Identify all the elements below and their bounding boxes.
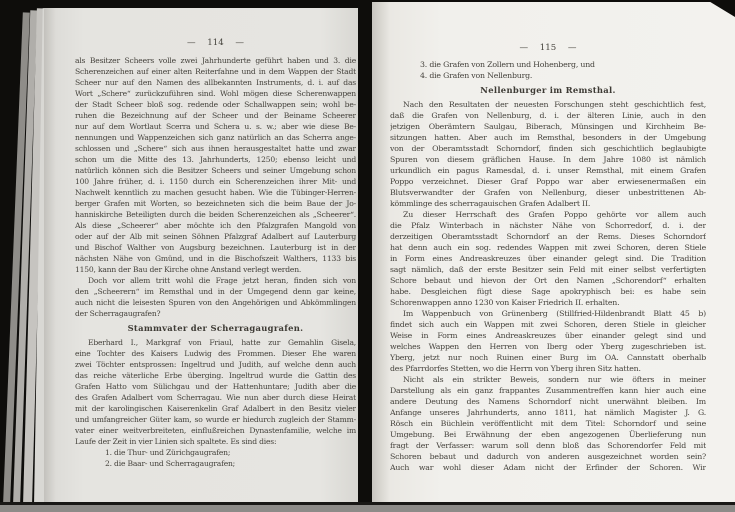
section-heading: Stammvater der Scherragaugrafen. bbox=[127, 323, 304, 333]
text-line: Anfange unseres Jahrhunderts, anno 1811, hat nämlich Magister J. G. bbox=[390, 408, 706, 417]
page-number-header-114: — 114 — bbox=[186, 38, 245, 48]
text-line: die Pfalz Winterbach in nächster Nähe von Schorredorf, d. i. der bbox=[390, 221, 706, 230]
text-line: Wort „Schere“ zurückzuführen sind. Wohl mögen diese Scherenwappen bbox=[75, 89, 356, 98]
page-114 bbox=[44, 8, 358, 505]
text-line: schon um die Mitte des 13. Jahrhunderts, 1250; ebenso leicht und bbox=[75, 155, 356, 164]
text-line: das reiche väterliche Erbe überging. Ingeltrud wurde die Gattin des bbox=[75, 371, 356, 380]
text-line: derzeitigen Oberamtsstadt Schorndorf an der Rems. Dieses Schorndorf bbox=[390, 232, 706, 241]
text-line: und Bischof Walther von Augsburg bezeichnen. Lauterburg ist in der bbox=[75, 243, 356, 252]
text-line: Umgebung. Bei Erwähnung der eben angezogenen Überlieferung nun bbox=[390, 430, 706, 439]
text-line: 1150, kann der Bau der Kirche ohne Anstand verlegt werden. bbox=[75, 265, 302, 274]
text-line: findet sich auch ein Wappen mit zwei Schoren, deren Stiele in gleicher bbox=[390, 320, 706, 329]
text-line: 1. die Thur- und Zürichgaugrafen; bbox=[105, 448, 231, 457]
text-line: der Stadt Scheer bloß sog. redende oder Schallwappen sein; wohl be- bbox=[75, 100, 356, 109]
text-line: Schore bebaut und hievon der Ort den Namen „Schorendorf“ erhalten bbox=[390, 276, 706, 285]
text-line: Nicht als ein strikter Beweis, sondern nur wie öfters in meiner bbox=[403, 375, 706, 384]
page-115 bbox=[372, 2, 735, 505]
text-line: Im Wappenbuch von Grünenberg (Stillfried-Hildenbrandt Blatt 45 b) bbox=[403, 309, 706, 318]
text-line: als Besitzer Scheers volle zwei Jahrhunderte geführt haben und 3. die bbox=[75, 56, 356, 65]
text-line: Yberg, jetzt nur noch Ruinen einer Burg im OA. Cannstatt oberhalb bbox=[390, 353, 706, 362]
text-line: Laufe der Zeit in vier Linien sich spaltete. Es sind dies: bbox=[75, 437, 277, 446]
text-line: nennungen und Wappenzeichen sich ganz natürlich an das Scherra ange- bbox=[75, 133, 356, 142]
text-line: 2. die Baar- und Scherragaugrafen; bbox=[105, 459, 236, 468]
text-line: welches Wappen den Herren von Iberg oder Yberg zugeschrieben ist. bbox=[390, 342, 706, 351]
text-line: eine Tochter des Kaisers Ludwig des Frommen. Dieser Ehe waren bbox=[75, 349, 356, 358]
text-line: Spuren von diesem gräflichen Hause. In dem Jahre 1080 ist nämlich bbox=[390, 155, 706, 164]
text-line: Zu dieser Herrschaft des Grafen Poppo gehörte vor allem auch bbox=[403, 210, 706, 219]
text-line: Auch war wohl dieser Adam nicht der Erfinder der Schoren. Wir bbox=[390, 463, 706, 472]
text-line: von der Oberamtsstadt Schorndorf, finden sich geschichtlich beglaubigte bbox=[390, 144, 706, 153]
text-line: berger Grafen mit Worten, so bezeichneten sich die beim Baue der Jo- bbox=[75, 199, 356, 208]
text-line: Grafen Hatto vom Sülichgau und der Hattenhuntare; Judith aber die bbox=[75, 382, 356, 391]
text-line: Doch vor allem tritt wohl die Frage jetzt heran, finden sich von bbox=[88, 276, 356, 285]
text-line: andere Deutung des Namens Schorndorf nicht unerwähnt bleiben. Im bbox=[390, 397, 706, 406]
page-114-text-column bbox=[75, 55, 356, 469]
text-line: auch nicht die leisesten Spuren von den Angehörigen und Abkömmlingen bbox=[75, 298, 356, 307]
text-line: nur auf dem Wortlaut Scerra und Schera u. s. w.; aber wie diese Be- bbox=[75, 122, 356, 131]
page-115-text-column bbox=[390, 59, 706, 473]
text-line: des Pfarrdorfes Stetten, wo die Herrn von Yberg ihren Sitz hatten. bbox=[390, 364, 641, 373]
text-line: natürlich können sich die Besitzer Scheers und seiner Umgebung schon bbox=[75, 166, 356, 175]
text-line: kömmlinge des scherragauischen Grafen Adalbert II. bbox=[390, 199, 591, 208]
text-line: habe. Desgleichen fügt diese Sage apokryphisch bei: es habe sein bbox=[390, 287, 706, 296]
text-line: nächsten Nähe von Gmünd, und in die Bischofszeit Walthers, 1133 bis bbox=[75, 254, 356, 263]
text-line: daß die Grafen von Nellenburg, d. i. der älteren Linie, auch in den bbox=[390, 111, 706, 120]
text-line: in Form eines Andreaskreuzes über einander gelegt sind. Die Tradition bbox=[390, 254, 706, 263]
text-line: Darstellung als ein ganz frappantes Zusammentreffen kann hier auch eine bbox=[390, 386, 706, 395]
text-line: sitzungen hatten. Aber auch im Remsthal, besonders in der Umgebung bbox=[390, 133, 706, 142]
text-line: den „Scheerern“ im Remsthal und in der Umgegend denn gar keine, bbox=[75, 287, 356, 296]
text-line: Als diese „Scheerer“ aber möchte ich den Pfalzgrafen Mangold von bbox=[75, 221, 356, 230]
text-line: Rösch ein Büchlein veröffentlicht mit dem Titel: Schorndorf und seine bbox=[390, 419, 706, 428]
text-line: 100 Jahre früher, d. i. 1150 durch ein Scherenzeichen ihrer Mit- und bbox=[75, 177, 356, 186]
text-line: des Grafen Adalbert vom Scherragau. Wie nun aber durch diese Heirat bbox=[75, 393, 356, 402]
text-line: Nach den Resultaten der neuesten Forschungen steht geschichtlich fest, bbox=[403, 100, 706, 109]
scanner-bed-strip bbox=[0, 505, 735, 512]
text-line: Eberhard I., Markgraf von Friaul, hatte zur Gemahlin Gisela, bbox=[88, 338, 356, 347]
text-line: vater einer weitverbreiteten, einflußreichen Dynastenfamilie, welche im bbox=[75, 426, 356, 435]
text-line: Blutsverwandter der Grafen von Nellenburg, dieser unbestrittenen Ab- bbox=[390, 188, 706, 197]
text-line: urkundlich ein pagus Ramesdal, d. i. unser Remsthal, mit einem Grafen bbox=[390, 166, 706, 175]
text-line: und umfangreicher Güter kam, so wurde er hiedurch zugleich der Stamm- bbox=[75, 415, 356, 424]
text-line: jetzigen Oberämtern Saulgau, Biberach, Münsingen und Kirchheim Be- bbox=[390, 122, 706, 131]
text-line: Scheer nur auf den Namen des allbekannten Instruments, d. i. auf das bbox=[75, 78, 356, 87]
text-line: hanniskirche Beteiligten durch die beiden Scherenzeichen als „Scheerer“. bbox=[75, 210, 356, 219]
text-line: hat denn auch ein sog. redendes Wappen mit zwei Schoren, deren Stiele bbox=[390, 243, 706, 252]
text-line: Nachwelt kenntlich zu machen gesucht haben. Wie die Tübinger-Herren- bbox=[75, 188, 356, 197]
text-line: oder auf der Alb mit seinen Söhnen Pfalzgraf Adalbert auf Lauterburg bbox=[75, 232, 356, 241]
text-line: mit der karolingischen Kaiserenkelin Graf Adalbert in den Besitz vieler bbox=[75, 404, 356, 413]
text-line: Schoren bebaut und dadurch von anderen ausgezeichnet worden sein? bbox=[390, 452, 706, 461]
text-line: ruhen die Bezeichnung auf der Scheer und der Beiname Scheerer bbox=[75, 111, 356, 120]
text-line: fragt der Verfasser: warum soll denn bloß das Schorendorfer Feld mit bbox=[390, 441, 706, 450]
text-line: Poppo verzeichnet. Dieser Graf Poppo war aber erwiesenermaßen ein bbox=[390, 177, 706, 186]
page-number-header-115: — 115 — bbox=[519, 43, 577, 53]
text-line: schlossen und „Schere“ sich aus ihnen herausgestaltet hatte und zwar bbox=[75, 144, 356, 153]
text-line: Scherenzeichen auf einer alten Reiterfahne und in dem Wappen der Stadt bbox=[75, 67, 356, 76]
text-line: Weise in Form eines Andreaskreuzes über einander gelegt sind und bbox=[390, 331, 706, 340]
text-line: der Scherragaugrafen? bbox=[75, 309, 161, 318]
text-line: 4. die Grafen von Nellenburg. bbox=[420, 71, 533, 80]
section-heading: Nellenburger im Remsthal. bbox=[480, 85, 616, 95]
text-line: sagt nämlich, daß der erste Besitzer sein Feld mit einer selbst verfertigten bbox=[390, 265, 706, 274]
text-line: 3. die Grafen von Zollern und Hohenberg, und bbox=[420, 60, 595, 69]
text-line: Schorenwappen anno 1230 von Kaiser Friedrich II. erhalten. bbox=[390, 298, 620, 307]
text-line: zwei Töchter entsprossen: Ingeltrud und Judith, auf welche denn auch bbox=[75, 360, 356, 369]
